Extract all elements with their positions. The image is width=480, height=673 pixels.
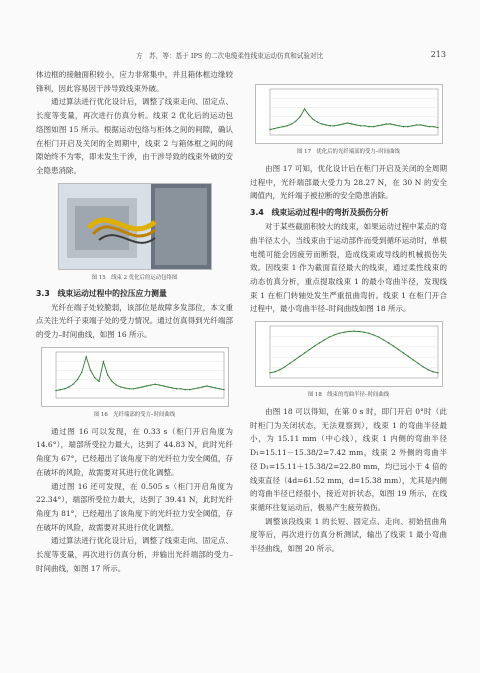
- data-point: [72, 383, 73, 384]
- data-point: [274, 371, 275, 372]
- data-point: [279, 369, 280, 370]
- data-point: [158, 384, 159, 385]
- figure-16-caption: 图 16 光纤端部的受力–时间曲线: [93, 411, 176, 418]
- data-point: [368, 126, 369, 127]
- data-point: [55, 390, 56, 391]
- data-point: [348, 331, 349, 332]
- data-point: [214, 387, 215, 388]
- paragraph: 通过图 16 还可发现，在 0.505 s（柜门开启角度为 22.34°），端部所受拉力最大，达到了 39.41 N，此时光纤角度为 81°，已经超出了该角度下的光纤拉力安全阈值，存在破坏的风险，故需要对其进行优化调整。: [36, 481, 233, 532]
- data-point: [338, 124, 339, 125]
- data-point: [359, 125, 360, 126]
- data-point: [303, 108, 304, 109]
- optimized-force-time-chart: [256, 85, 442, 143]
- data-point: [427, 369, 428, 370]
- data-point: [398, 125, 399, 126]
- figure-15-caption: 图 15 线束 2 优化后的运动包络图: [91, 274, 178, 281]
- data-point: [381, 124, 382, 125]
- data-point: [286, 125, 287, 126]
- left-column: [36, 68, 233, 575]
- data-point: [269, 129, 270, 130]
- data-point: [308, 114, 309, 115]
- data-point: [424, 125, 425, 126]
- figure-17-chart: [255, 84, 443, 144]
- data-point: [417, 363, 418, 364]
- paragraph: 对于某些截面积较大的线束，如果运动过程中某点的弯曲半径太小，当线束由于运动部件而受到循环运动时，单根电缆可能会因疲劳而断裂，造成线束或导线的机械损伤失效。因线束 1 作为截面直径最大的线束，通过柔性线束的动态仿真分析，重点提取线束 1 的最小弯曲半径，发现线束 1 在柜门转轴处发生严重扭曲弯折。线束 1 在柜门开合过程中，最小弯曲半径–时间曲线如图 18 所示。: [250, 222, 447, 314]
- data-point: [171, 387, 172, 388]
- data-point: [402, 352, 403, 353]
- data-point: [328, 336, 329, 337]
- figure-16-chart: [41, 347, 229, 407]
- data-point: [111, 380, 112, 381]
- data-point: [63, 388, 64, 389]
- data-point: [154, 383, 155, 384]
- paragraph: 光纤在端子处较脆弱，该部位是故障多发部位，本文重点关注光纤子束端子处的受力情况。通过仿真得到光纤端部的受力–时间曲线，如图 16 所示。: [36, 302, 233, 340]
- data-point: [373, 334, 374, 335]
- data-point: [277, 127, 278, 128]
- data-point: [397, 349, 398, 350]
- data-point: [358, 331, 359, 332]
- paragraph: 通过图 16 可以发现，在 0.33 s（柜门开启角度为 14.6°），端部所受拉力最大，达到了 44.83 N，此时光纤角度为 67°，已经超出了该角度下的光纤拉力安全阈值，存在破坏的风险，故需要对其进行优化调整。: [36, 426, 233, 477]
- data-point: [76, 379, 77, 380]
- data-point: [163, 385, 164, 386]
- data-point: [89, 369, 90, 370]
- data-point: [289, 363, 290, 364]
- data-point: [94, 377, 95, 378]
- data-point: [294, 359, 295, 360]
- data-point: [351, 123, 352, 124]
- data-point: [378, 336, 379, 337]
- data-point: [290, 123, 291, 124]
- data-point: [115, 384, 116, 385]
- data-point: [299, 116, 300, 117]
- data-point: [85, 356, 86, 357]
- data-point: [197, 387, 198, 388]
- plot-area: [56, 352, 224, 398]
- data-point: [437, 372, 438, 373]
- data-point: [385, 123, 386, 124]
- data-point: [407, 126, 408, 127]
- data-point: [223, 389, 224, 390]
- data-point: [433, 126, 434, 127]
- data-point: [219, 388, 220, 389]
- data-point: [353, 331, 354, 332]
- data-point: [333, 334, 334, 335]
- data-point: [387, 342, 388, 343]
- data-point: [119, 386, 120, 387]
- data-point: [132, 388, 133, 389]
- paragraph: 由图 18 可以得知，在第 0 s 时，即门开启 0°时（此时柜门为关闭状态，无法观察到），线束 1 的弯曲半径最小，为 15.11 mm（中心线），线束 1 内侧的弯曲半径 D₁=15.11－15.38/2=7.42 mm，线束 2 外侧的弯曲半径 D₁=15.11＋15.38/2=22.80 mm，均已远小于 4 倍的线束直径（4d=61.52 mm，d=15.38 mm），尤其是内侧的弯曲半径已经很小，接近对折状态，如图 19 所示，在线束循环往复运动后，极易产生疲劳损伤。: [250, 407, 447, 512]
- data-point: [382, 339, 383, 340]
- paragraph: 通过算法进行优化设计后，调整了线束走向、固定点、长度等变量，再次进行仿真分析，并输出光纤端部的受力–时间曲线，如图 17 所示。: [36, 536, 233, 573]
- data-point: [273, 128, 274, 129]
- section-heading: 3.4 线束运动过程中的弯折及损伤分析: [250, 208, 389, 218]
- data-point: [355, 124, 356, 125]
- force-time-chart: [42, 348, 228, 406]
- data-point: [343, 332, 344, 333]
- figure-17-caption: 图 17 优化后的光纤端部的受力–时间曲线: [297, 149, 400, 155]
- paragraph: 由图 17 可知，优化设计后在柜门开启及关闭的全周期过程中，光纤端部最大受力为 28.27 N，在 30 N 的安全阈值内，光纤端子被拉断的安全隐患消除。: [250, 164, 447, 201]
- plot-area: [270, 326, 438, 378]
- data-point: [377, 125, 378, 126]
- data-point: [312, 119, 313, 120]
- data-point: [411, 125, 412, 126]
- data-point: [372, 126, 373, 127]
- figure-18-caption: 图 18 线束的弯曲半径–时间曲线: [307, 392, 390, 399]
- figure-15-image: [58, 183, 212, 270]
- data-point: [303, 352, 304, 353]
- page-number: 213: [430, 50, 446, 59]
- data-point: [59, 389, 60, 390]
- data-point: [124, 387, 125, 388]
- data-point: [318, 342, 319, 343]
- data-point: [432, 371, 433, 372]
- data-point: [428, 126, 429, 127]
- data-point: [282, 126, 283, 127]
- data-point: [392, 345, 393, 346]
- data-point: [206, 385, 207, 386]
- data-point: [193, 388, 194, 389]
- data-point: [437, 127, 438, 128]
- bend-radius-time-chart: [256, 322, 442, 386]
- data-point: [308, 349, 309, 350]
- data-point: [295, 121, 296, 122]
- data-point: [415, 124, 416, 125]
- data-point: [180, 388, 181, 389]
- data-point: [402, 126, 403, 127]
- data-point: [313, 345, 314, 346]
- data-point: [175, 388, 176, 389]
- data-point: [145, 385, 146, 386]
- data-point: [284, 366, 285, 367]
- section-heading: 3.3 线束运动过程中的拉压应力测量: [36, 288, 167, 298]
- data-point: [316, 121, 317, 122]
- running-title: 方 苏，等：基于 IPS 的二次电缆柔性线束运动仿真和试验对比: [136, 52, 324, 60]
- data-point: [184, 389, 185, 390]
- data-point: [422, 366, 423, 367]
- data-point: [102, 361, 103, 362]
- plot-area: [270, 89, 438, 135]
- data-point: [346, 122, 347, 123]
- data-point: [333, 125, 334, 126]
- data-point: [201, 386, 202, 387]
- data-point: [325, 124, 326, 125]
- data-point: [321, 123, 322, 124]
- data-point: [342, 123, 343, 124]
- data-point: [141, 386, 142, 387]
- paragraph: 通过算法进行优化设计后，调整了线束走向、固定点、长度等变量，再次进行仿真分析。线束 2 优化后的运动包络图如图 15 所示。根据运动包络与柜体之间的间隙，确认在柜门开启及关闭的全周期中，线束 2 与箱体框之间的间隙始终不为零，即未发生干涉，由干涉导致的线束外破的安全隐患消除。: [36, 97, 233, 175]
- data-point: [188, 389, 189, 390]
- data-point: [329, 125, 330, 126]
- data-point: [420, 124, 421, 125]
- data-point: [107, 374, 108, 375]
- data-point: [323, 339, 324, 340]
- data-point: [298, 356, 299, 357]
- right-column: [250, 68, 447, 556]
- data-point: [269, 372, 270, 373]
- data-point: [210, 386, 211, 387]
- data-point: [167, 386, 168, 387]
- cabinet-render: [59, 184, 211, 269]
- data-point: [338, 333, 339, 334]
- data-point: [389, 123, 390, 124]
- data-point: [68, 386, 69, 387]
- data-point: [364, 125, 365, 126]
- data-point: [394, 124, 395, 125]
- data-point: [98, 380, 99, 381]
- data-point: [363, 332, 364, 333]
- data-point: [407, 356, 408, 357]
- figure-18-chart: [255, 321, 443, 387]
- data-point: [137, 387, 138, 388]
- running-header: [36, 50, 446, 62]
- data-point: [81, 371, 82, 372]
- data-point: [368, 333, 369, 334]
- paragraph: 调整该段线束 1 的长短、固定点、走向、初始扭曲角度等后，再次进行仿真分析测试，输出了线束 1 最小弯曲半径曲线，如图 20 所示。: [250, 516, 447, 554]
- data-point: [412, 359, 413, 360]
- paragraph: 体边框的接触面积较小，应力非常集中，并且箱体框边缘较锋利，因此容易因干涉导致线束外破。: [36, 70, 233, 93]
- data-point: [128, 388, 129, 389]
- data-point: [150, 384, 151, 385]
